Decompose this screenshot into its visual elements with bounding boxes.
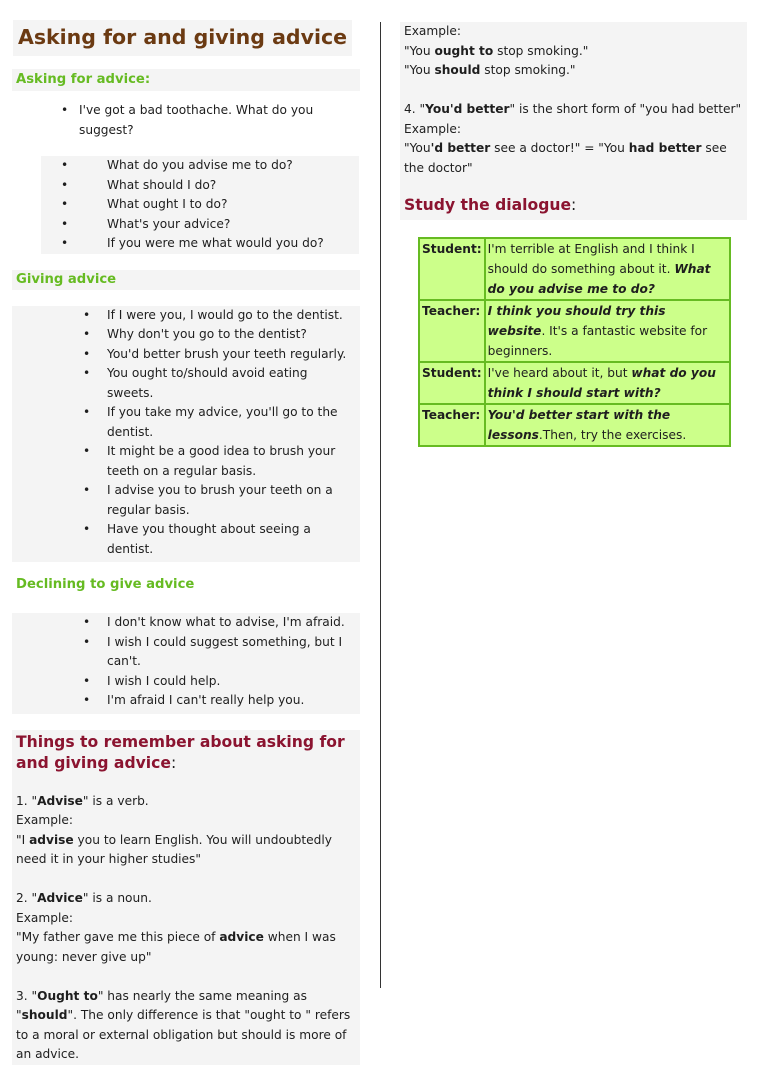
speaker-cell: Student: (419, 238, 485, 300)
line-cell: I've heard about it, but what do you think I should start with? (485, 362, 730, 404)
note-3-example-2: "You should stop smoking." (404, 63, 576, 77)
dialogue-table (418, 237, 731, 447)
note-1-example: "I advise you to learn English. You will undoubtedly need it in your higher studies" (16, 832, 333, 866)
list-item: • What ought I to do? (41, 195, 359, 215)
note-1: 1. "Advise" is a verb. (16, 793, 149, 808)
list-item: • What should I do? (41, 176, 359, 196)
giving-list (12, 306, 360, 563)
example-label: Example: (16, 813, 73, 827)
line-cell: I think you should try this website. It's a fantastic website for beginners. (485, 300, 730, 362)
list-item: • What's your advice? (41, 215, 359, 235)
list-item: • I wish I could help. (107, 672, 356, 692)
speaker-cell: Teacher: (419, 300, 485, 362)
speaker-cell: Student: (419, 362, 485, 404)
list-item: • You ought to/should avoid eating sweets. (107, 364, 356, 403)
note-3-example-1: "You ought to stop smoking." (404, 43, 589, 58)
table-row (419, 238, 730, 300)
speaker-cell: Teacher: (419, 404, 485, 446)
list-item: • If you were me what would you do? (41, 234, 359, 254)
table-row (419, 362, 730, 404)
example-label: Example: (16, 910, 73, 925)
asking-heading: Asking for advice: (12, 69, 360, 91)
list-item: • I'm afraid I can't really help you. (107, 691, 356, 711)
note-3: 3. "Ought to" has nearly the same meaning as "should". The only difference is that "ought to " refers to a moral or external obligation but should is more of an advice. (16, 988, 351, 1061)
line-cell: I'm terrible at English and I think I should do something about it. What do you advise me to do? (485, 238, 730, 300)
line-cell: You'd better start with the lessons.Then, try the exercises. (485, 404, 730, 446)
list-item: • If I were you, I would go to the dentist. (107, 306, 356, 326)
note-4-example: "You'd better see a doctor!" = "You had better see the doctor" (404, 141, 727, 175)
table-row (419, 300, 730, 362)
example-label: Example: (404, 24, 461, 38)
note-4: 4. "You'd better" is the short form of "you had better" (404, 102, 742, 116)
dialogue-heading: Study the dialogue: (404, 196, 577, 214)
left-column (12, 20, 360, 1065)
declining-list (12, 613, 360, 714)
page-title: Asking for and giving advice (13, 20, 352, 56)
remember-section (12, 730, 360, 1065)
asking-questions-list (41, 156, 359, 254)
list-item: • It might be a good idea to brush your teeth on a regular basis. (107, 442, 356, 481)
remember-heading: Things to remember about asking for and giving advice: (16, 732, 345, 772)
list-item: • What do you advise me to do? (41, 156, 359, 176)
list-item: • I advise you to brush your teeth on a regular basis. (107, 481, 356, 520)
list-item: • You'd better brush your teeth regularly. (107, 345, 356, 365)
dialogue-wrapper (400, 220, 747, 457)
note-2: 2. "Advice" is a noun. (16, 891, 152, 905)
list-item: • Why don't you go to the dentist? (107, 325, 356, 345)
example-label: Example: (404, 121, 461, 136)
declining-heading: Declining to give advice (12, 575, 360, 595)
list-item: • Have you thought about seeing a dentist. (107, 520, 356, 559)
giving-heading: Giving advice (12, 270, 360, 290)
table-row (419, 404, 730, 446)
remember-continued (400, 22, 747, 220)
list-item: • I've got a bad toothache. What do you suggest? (41, 101, 359, 140)
remember-notes (12, 774, 360, 1065)
list-item: • I wish I could suggest something, but I can't. (107, 633, 356, 672)
right-column (400, 22, 747, 457)
column-divider (380, 22, 381, 988)
list-item: • I don't know what to advise, I'm afraid. (107, 613, 356, 633)
note-2-example: "My father gave me this piece of advice when I was young: never give up" (16, 930, 336, 964)
list-item: • If you take my advice, you'll go to the dentist. (107, 403, 356, 442)
asking-situation-list (41, 101, 359, 140)
